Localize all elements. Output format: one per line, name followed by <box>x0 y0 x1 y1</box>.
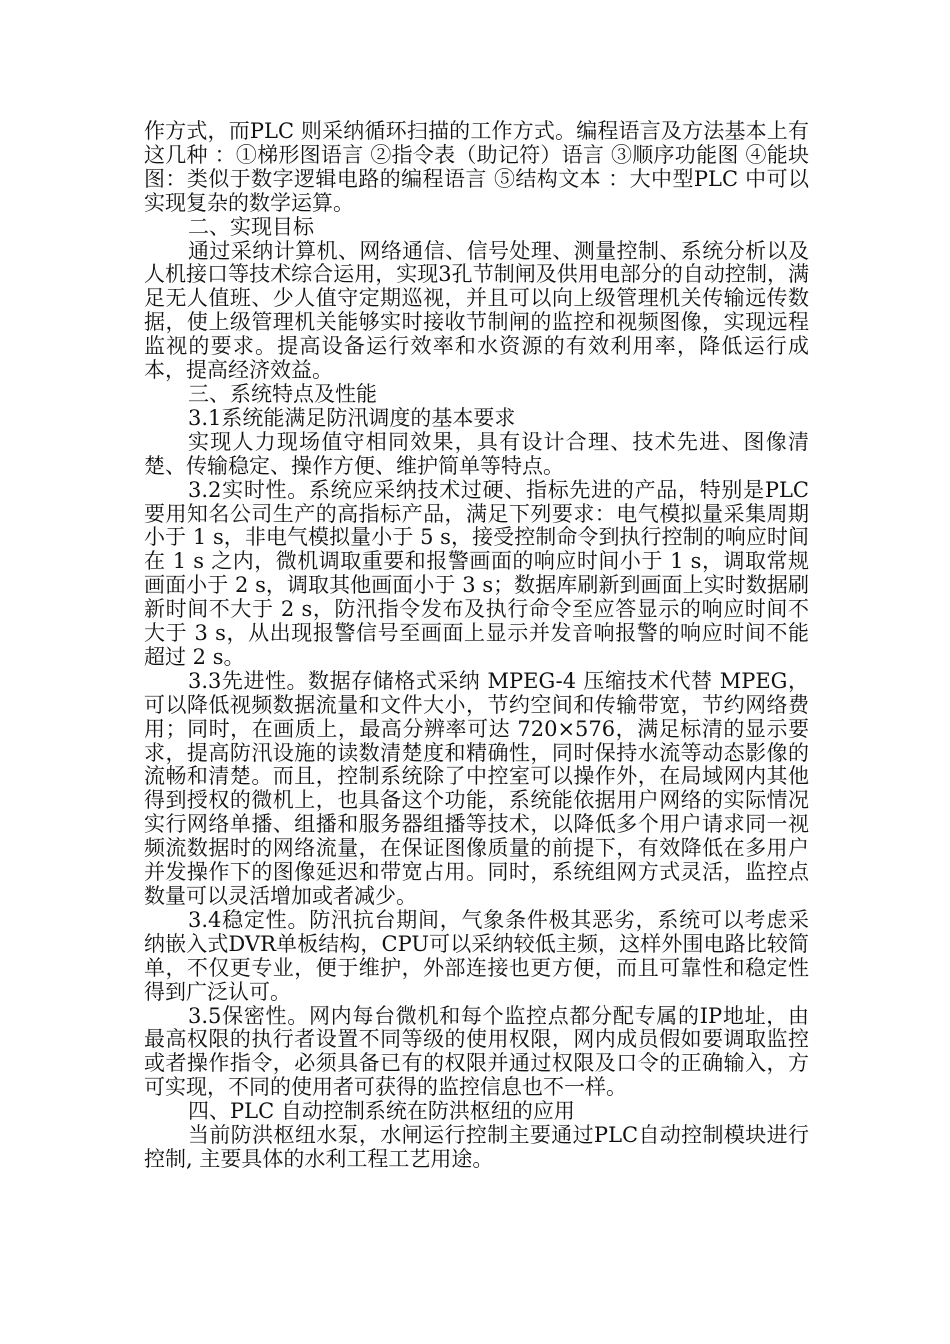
paragraph-plc-application: 当前防洪枢纽水泵，水闸运行控制主要通过PLC自动控制模块进行控制, 主要具体的水利工程工艺用途。 <box>144 1123 809 1171</box>
paragraph-confidentiality: 3.5保密性。网内每台微机和每个监控点都分配专属的IP地址，由最高权限的执行者设置不同等级的使用权限，网内成员假如要调取监控或者操作指令，必须具备已有的权限并通过权限及口令的正确输入，方可实现，不同的使用者可获得的监控信息也不一样。 <box>144 1003 809 1100</box>
paragraph-stability: 3.4稳定性。防汛抗台期间，气象条件极其恶劣，系统可以考虑采纳嵌入式DVR单板结构，CPU可以采纳较低主频，这样外围电路比较简单，不仅更专业，便于维护，外部连接也更方便，而且可靠性和稳定性得到广泛认可。 <box>144 907 809 1004</box>
heading-implementation-goals: 二、实现目标 <box>188 214 314 239</box>
paragraph-flood-control-requirements: 实现人力现场值守相同效果，具有设计合理、技术先进、图像清楚、传输稳定、操作方便、维护简单等特点。 <box>144 429 809 478</box>
paragraph-plc-programming-languages: 作方式，而PLC 则采纳循环扫描的工作方式。编程语言及方法基本上有这几种 ：①梯形图语言 ②指令表（助记符）语言 ③顺序功能图 ④能块图：类似于数字逻辑电路的编程语言 ⑤结构文本 ：大中型PLC 中可以实现复杂的数学运算。 <box>144 119 809 215</box>
subheading-flood-control-requirements: 3.1系统能满足防汛调度的基本要求 <box>188 405 516 430</box>
paragraph-advanced: 3.3先进性。数据存储格式采纳 MPEG-4 压缩技术代替 MPEG，可以降低视频数据流量和文件大小，节约空间和传输带宽，节约网络费用；同时，在画质上，最高分辨率可达 720×576，满足标清的显示要求，提高防汛设施的读数清楚度和精确性，同时保持水流等动态影像的流畅和清楚。而且，控制系统除了中控室可以操作外，在局域网内其他得到授权的微机上，也具备这个功能，系统能依据用户网络的实际情况实行网络单播、组播和服务器组播等技术，以降低多个用户请求同一视频流数据时的网络流量，在保证图像质量的前提下，有效降低在多用户并发操作下的图像延迟和带宽占用。同时，系统组网方式灵活，监控点数量可以灵活增加或者减少。 <box>144 668 809 908</box>
heading-plc-application: 四、PLC 自动控制系统在防洪枢纽的应用 <box>188 1099 575 1124</box>
document-body <box>144 120 809 1172</box>
paragraph-real-time: 3.2实时性。系统应采纳技术过硬、指标先进的产品，特别是PLC 要用知名公司生产的高指标产品，满足下列要求：电气模拟量采集周期小于 1 s，非电气模拟量小于 5 s，接受控制命令到执行控制的响应时间在 1 s 之内，微机调取重要和报警画面的响应时间小于 1 s，调取常规画面小于 2 s，调取其他画面小于 3 s；数据库刷新到画面上实时数据刷新时间不大于 2 s，防汛指令发布及执行命令至应答显示的响应时间不大于 3 s，从出现报警信号至画面上显示并发音响报警的响应时间不能超过 2 s。 <box>144 477 809 669</box>
heading-system-features: 三、系统特点及性能 <box>188 381 377 406</box>
paragraph-implementation-goals: 通过采纳计算机、网络通信、信号处理、测量控制、系统分析以及人机接口等技术综合运用，实现3孔节制闸及供用电部分的自动控制，满足无人值班、少人值守定期巡视，并且可以向上级管理机关传输远传数据，使上级管理机关能够实时接收节制闸的监控和视频图像，实现远程监视的要求。提高设备运行效率和水资源的有效利用率，降低运行成本，提高经济效益。 <box>144 238 809 383</box>
